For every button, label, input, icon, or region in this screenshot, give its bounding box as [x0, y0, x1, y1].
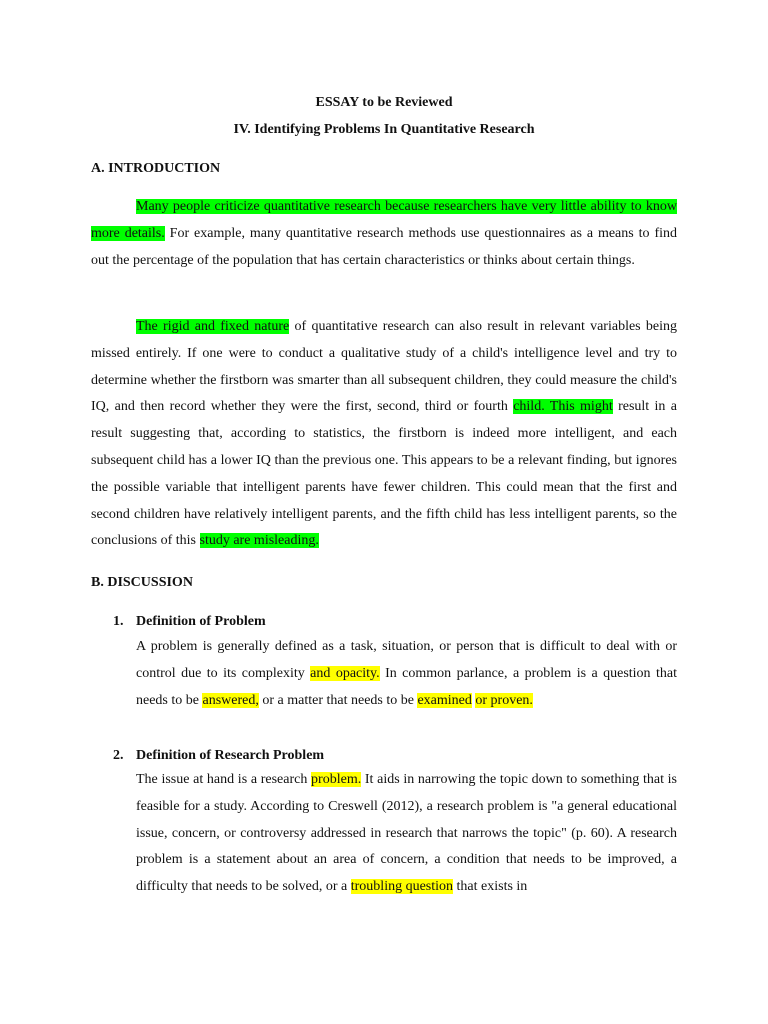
yellow-highlighted-text: examined: [417, 692, 472, 708]
green-highlighted-text: Many people criticize quantitative research because researchers have very little ability to know more details.: [91, 199, 677, 241]
item-2-title: [113, 747, 324, 765]
yellow-highlighted-text: problem.: [311, 772, 362, 787]
intro-paragraph-2: [91, 314, 677, 555]
text-segment: The issue at hand is a research: [136, 772, 312, 787]
item-1-title: [113, 613, 266, 631]
text-segment: that exists in: [453, 879, 528, 895]
yellow-highlighted-text: or proven.: [475, 692, 533, 708]
document-subtitle: IV. Identifying Problems In Quantitative Research: [233, 122, 535, 137]
item-2-number: 2.: [113, 748, 124, 763]
yellow-highlighted-text: and opacity.: [310, 665, 380, 681]
document-title: ESSAY to be Reviewed: [315, 95, 453, 110]
text-segment: or a matter that needs to be: [258, 692, 418, 708]
item-1-title-text: Definition of Problem: [136, 614, 266, 629]
text-segment: A problem is generally defined as a task, situation, or person that is difficult to deal with or control due to its complexity: [136, 639, 677, 681]
item-1-body: [136, 634, 677, 714]
yellow-highlighted-text: troubling question: [350, 879, 454, 895]
item-2-title-text: Definition of Research Problem: [136, 748, 325, 763]
green-highlighted-text: child. This might: [513, 399, 613, 415]
green-highlighted-text: The rigid and fixed nature: [136, 319, 290, 334]
yellow-highlighted-text: answered,: [202, 692, 259, 708]
text-segment: In common parlance, a problem is a question that needs to be: [136, 665, 677, 708]
section-b-heading: B. DISCUSSION: [91, 575, 193, 590]
text-segment: of quantitative research can also result in relevant variables being missed entirely. If one were to conduct a qualitative study of a child's intelligence level and try to determine whether the firstborn was smarter than all subsequent children, they could measure the child's IQ, and then record whether they were the first, second, third or fourth: [91, 319, 677, 415]
intro-paragraph-1: [91, 194, 677, 274]
item-2-body: [136, 767, 677, 901]
text-segment: It aids in narrowing the topic down to something that is feasible for a study. According to Creswell (2012), a research problem is "a general educational issue, concern, or controversy addressed in research that narrows the topic" (p. 60). A research problem is a statement about an area of concern, a condition that needs to be improved, a difficulty that needs to be solved, or a: [136, 772, 677, 895]
section-a-heading: A. INTRODUCTION: [91, 161, 221, 176]
green-highlighted-text: study are misleading.: [199, 533, 319, 549]
text-segment: For example, many quantitative research methods use questionnaires as a means to find out the percentage of the population that has certain characteristics or thinks about certain things.: [91, 225, 678, 268]
item-1-number: 1.: [113, 614, 124, 629]
text-segment: result in a result suggesting that, according to statistics, the firstborn is indeed more intelligent, and each subsequent child has a lower IQ than the previous one. This appears to be a relevant finding, but ignores the possible variable that intelligent parents have fewer children. This could mean that the first and second children have relatively intelligent parents, and the fifth child has less intelligent parents, so the conclusions of this: [91, 399, 677, 549]
